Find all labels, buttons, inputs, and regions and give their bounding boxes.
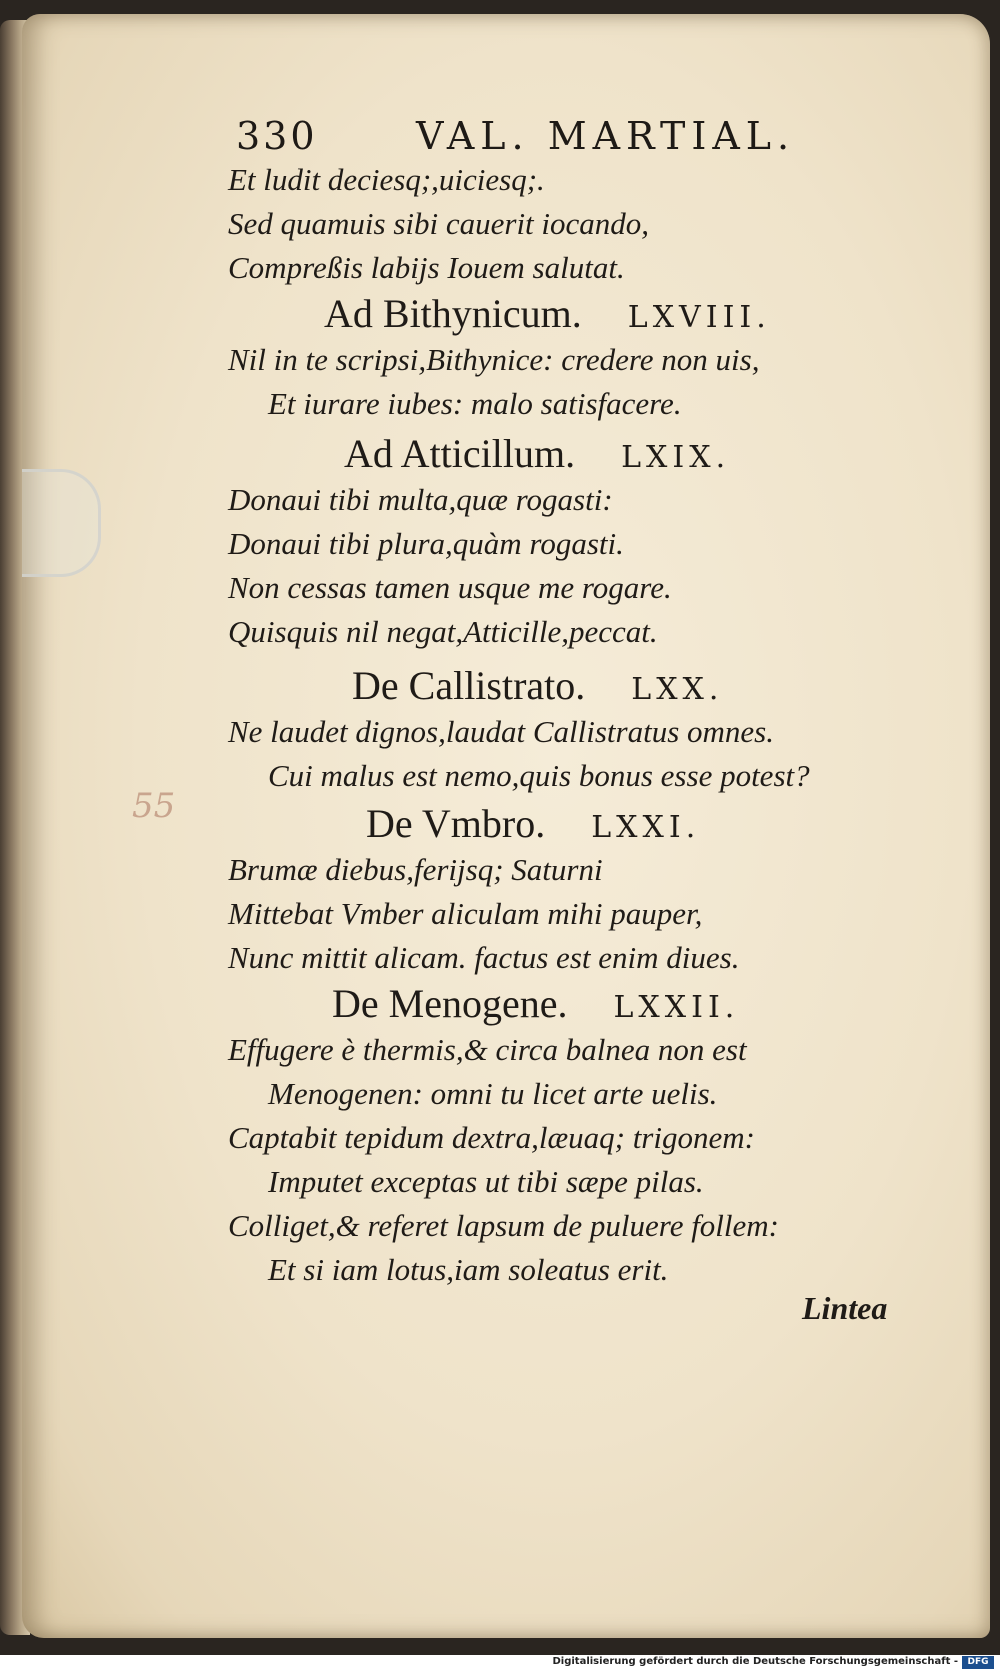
verse-line: Captabit tepidum dextra,læuaq; trigonem: — [228, 1120, 755, 1155]
footer-bar — [0, 1655, 1000, 1671]
verse-line: Effugere è thermis,& circa balnea non est — [228, 1032, 747, 1067]
verse-line: Brumæ diebus,ferijsq; Saturni — [228, 852, 603, 887]
verse-line: Colliget,& referet lapsum de puluere follem: — [228, 1208, 780, 1243]
epigram-title: De Menogene. — [332, 981, 568, 1026]
dfg-logo: DFG — [962, 1656, 994, 1669]
verse-line: Sed quamuis sibi cauerit iocando, — [228, 206, 650, 241]
epigram-title: Ad Atticillum. — [344, 431, 576, 476]
verse-line: Imputet exceptas ut tibi sæpe pilas. — [268, 1164, 704, 1199]
verse-line: Nunc mittit alicam. factus est enim diues. — [228, 940, 740, 975]
verse-line: Ne laudet dignos,laudat Callistratus omnes. — [228, 714, 774, 749]
verse-line: Et si iam lotus,iam soleatus erit. — [268, 1252, 669, 1287]
epigram-number: LXXII. — [613, 990, 740, 1025]
verse-line: Nil in te scripsi,Bithynice: credere non uis, — [228, 342, 760, 377]
verse-line: Compreßis labijs Iouem salutat. — [228, 250, 625, 285]
page-number: 330 — [236, 114, 318, 158]
epigram-number: LXIX. — [621, 440, 731, 475]
verse-line: Quisquis nil negat,Atticille,peccat. — [228, 614, 658, 649]
epigram-heading — [352, 662, 723, 709]
verse-line: Mittebat Vmber aliculam mihi pauper, — [228, 896, 703, 931]
epigram-heading — [344, 430, 730, 477]
verse-line: Menogenen: omni tu licet arte uelis. — [268, 1076, 718, 1111]
epigram-number: LXXI. — [591, 810, 701, 845]
epigram-title: Ad Bithynicum. — [324, 291, 582, 336]
verse-line: Non cessas tamen usque me rogare. — [228, 570, 672, 605]
verse-line: Donaui tibi multa,quæ rogasti: — [228, 482, 613, 517]
running-title: VAL. MARTIAL. — [416, 114, 796, 158]
epigram-heading — [366, 800, 700, 847]
page-clip — [22, 469, 101, 577]
verse-line: Cui malus est nemo,quis bonus esse potest? — [268, 758, 810, 793]
pencil-note: 55 — [132, 786, 176, 826]
catchword: Lintea — [802, 1290, 888, 1326]
epigram-title: De Vmbro. — [366, 801, 546, 846]
running-head — [228, 110, 948, 160]
verse-line: Donaui tibi plura,quàm rogasti. — [228, 526, 624, 561]
epigram-number: LXVIII. — [627, 300, 771, 335]
epigram-heading — [324, 290, 771, 337]
epigram-heading — [332, 980, 739, 1027]
epigram-number: LXX. — [631, 672, 724, 707]
epigram-title: De Callistrato. — [352, 663, 586, 708]
funding-credit: Digitalisierung gefördert durch die Deutsche Forschungsgemeinschaft - — [552, 1656, 958, 1667]
verse-line: Et ludit deciesq;,uiciesq;. — [228, 162, 545, 197]
verse-line: Et iurare iubes: malo satisfacere. — [268, 386, 682, 421]
